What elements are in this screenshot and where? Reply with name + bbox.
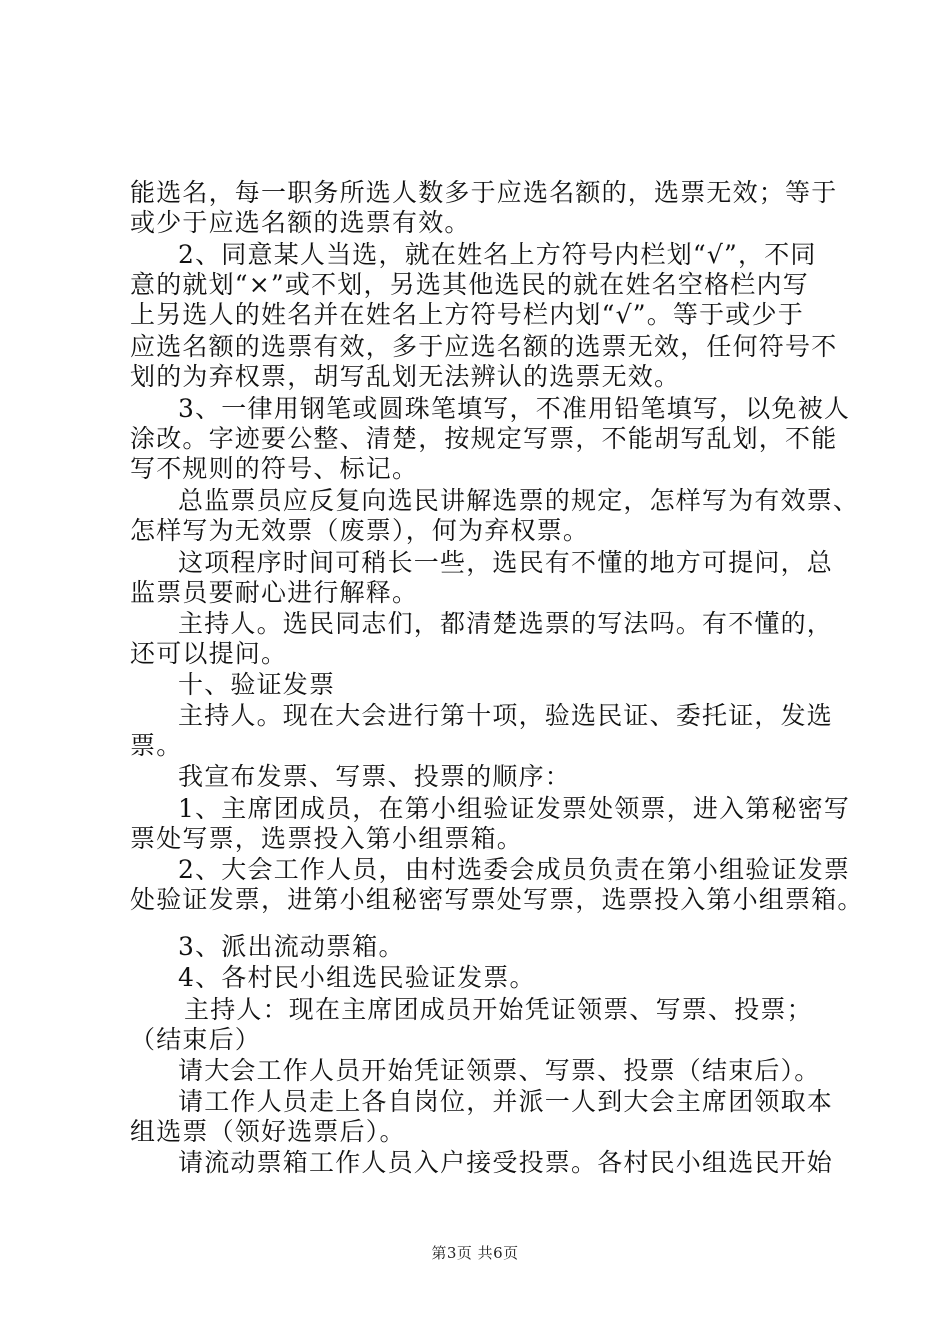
text-line: 票处写票，选票投入第小组票箱。 xyxy=(130,824,524,853)
text-line: 怎样写为无效票（废票），何为弃权票。 xyxy=(130,516,590,545)
text-line: 我宣布发票、写票、投票的顺序： xyxy=(178,762,572,791)
text-line: 写不规则的符号、标记。 xyxy=(130,454,419,483)
text-line: 还可以提问。 xyxy=(130,639,288,668)
text-line: 主持人。现在大会进行第十项，验选民证、委托证，发选 xyxy=(178,701,834,730)
page-footer: 第3页 共6页 xyxy=(431,1244,519,1262)
text-line: 请流动票箱工作人员入户接受投票。各村民小组选民开始 xyxy=(178,1148,834,1177)
text-line: 监票员要耐心进行解释。 xyxy=(130,578,419,607)
text-line: 意的就划“×”或不划，另选其他选民的就在姓名空格栏内写 xyxy=(130,270,809,299)
text-line: 涂改。字迹要公整、清楚，按规定写票，不能胡写乱划，不能 xyxy=(130,424,838,453)
text-line: 2、大会工作人员，由村选委会成员负责在第小组验证发票 xyxy=(178,855,851,884)
text-line: 3、派出流动票箱。 xyxy=(178,932,405,961)
text-line: 十、验证发票 xyxy=(178,670,336,699)
text-line: 这项程序时间可稍长一些，选民有不懂的地方可提问，总 xyxy=(178,548,834,577)
text-line: 总监票员应反复向选民讲解选票的规定，怎样写为有效票、 xyxy=(178,486,860,515)
text-line: 能选名，每一职务所选人数多于应选名额的，选票无效；等于 xyxy=(130,178,838,207)
text-line: 或少于应选名额的选票有效。 xyxy=(130,208,471,237)
text-line: 1、主席团成员，在第小组验证发票处领票，进入第秘密写 xyxy=(178,794,851,823)
text-line: 请大会工作人员开始凭证领票、写票、投票（结束后）。 xyxy=(178,1056,821,1085)
text-line: 主持人。选民同志们，都清楚选票的写法吗。有不懂的， xyxy=(178,609,834,638)
text-line: 处验证发票，进第小组秘密写票处写票，选票投入第小组票箱。 xyxy=(130,885,864,914)
text-line: 4、各村民小组选民验证发票。 xyxy=(178,963,536,992)
text-line: 票。 xyxy=(130,731,183,760)
text-line: 组选票（领好选票后）。 xyxy=(130,1117,406,1146)
text-line: 主持人：现在主席团成员开始凭证领票、写票、投票； xyxy=(184,995,813,1024)
text-line: 3、一律用钢笔或圆珠笔填写，不准用铅笔填写，以免被人 xyxy=(178,394,851,423)
text-line: 应选名额的选票有效，多于应选名额的选票无效，任何符号不 xyxy=(130,332,838,361)
text-line: 2、同意某人当选，就在姓名上方符号内栏划“√”，不同 xyxy=(178,240,817,269)
text-line: 请工作人员走上各自岗位，并派一人到大会主席团领取本 xyxy=(178,1087,834,1116)
text-line: 划的为弃权票，胡写乱划无法辨认的选票无效。 xyxy=(130,362,681,391)
text-line: （结束后） xyxy=(130,1025,262,1054)
text-line: 上另选人的姓名并在姓名上方符号栏内划“√”。等于或少于 xyxy=(130,300,804,329)
